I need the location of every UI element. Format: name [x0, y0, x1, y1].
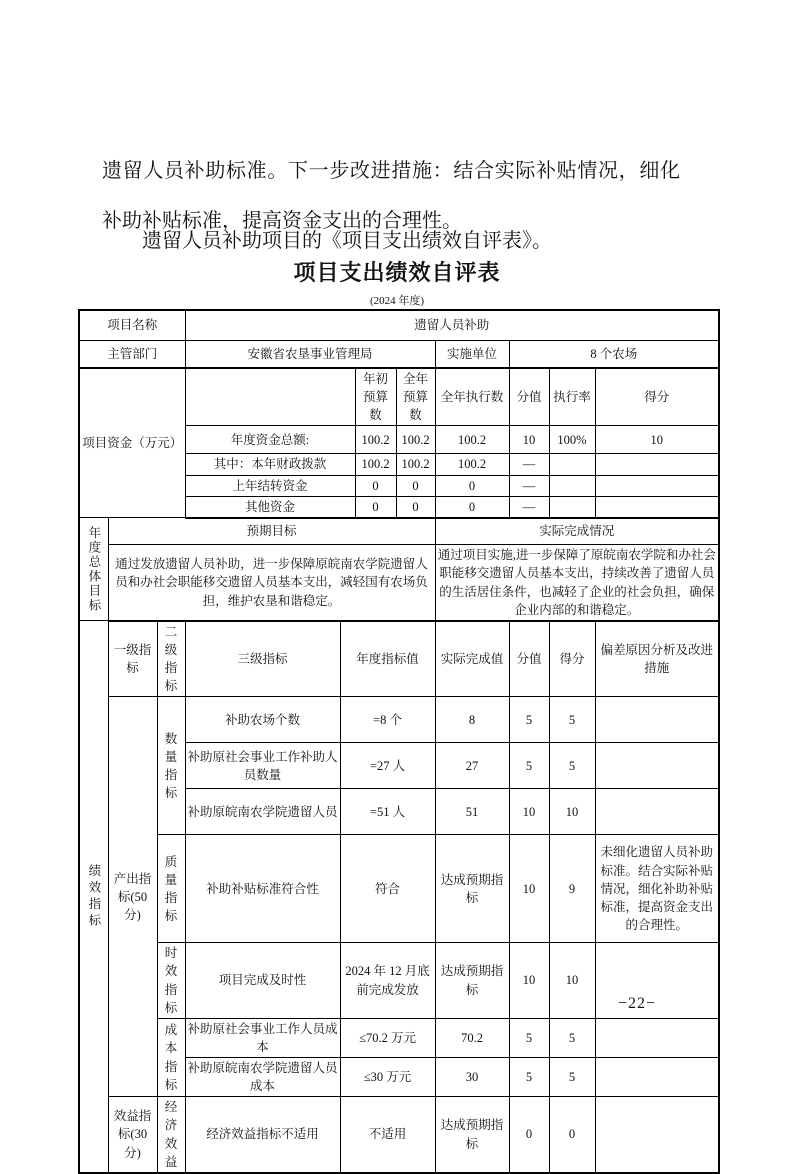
indicator-row: [79, 1097, 719, 1173]
header-level3: 三级指标: [185, 621, 340, 697]
col-year-budget: 全年预算数: [396, 368, 435, 426]
header-actual: 实际完成值: [435, 621, 509, 697]
impl-unit-label: 实施单位: [435, 340, 509, 368]
funds-label: 其中：本年财政拨款: [185, 454, 355, 475]
col-exec-rate: 执行率: [549, 368, 595, 426]
body-paragraph-2: 遗留人员补助项目的《项目支出绩效自评表》。: [142, 230, 552, 252]
table-row: [79, 310, 719, 340]
page-title: 项目支出绩效自评表: [293, 260, 501, 285]
indicator-deviation: [595, 1058, 719, 1097]
goal-side-label: 年度总体目标: [79, 518, 108, 621]
funds-executed: 100.2: [435, 454, 509, 475]
indicator-name: 补助原皖南农学院遗留人员: [185, 789, 340, 835]
indicator-name: 补助原皖南农学院遗留人员成本: [185, 1058, 340, 1097]
indicator-name: 项目完成及时性: [185, 943, 340, 1019]
indicator-actual: 达成预期指标: [435, 1097, 509, 1173]
indicators-side-label: 绩效指标: [79, 621, 108, 1173]
header-score: 得分: [549, 621, 595, 697]
funds-score: [595, 475, 719, 496]
indicator-header-row: [79, 621, 719, 697]
header-level2: 二级指标: [157, 621, 185, 697]
funds-weight: 10: [509, 426, 549, 454]
col-initial-budget: 年初预算数: [355, 368, 396, 426]
indicator-deviation: [595, 743, 719, 789]
indicator-deviation: [595, 697, 719, 743]
funds-budget: 0: [396, 475, 435, 496]
actual-result-header: 实际完成情况: [435, 518, 719, 545]
indicator-name: 补助原社会事业工作人员成本: [185, 1018, 340, 1057]
indicator-name: 补助农场个数: [185, 697, 340, 743]
funds-initial: 0: [355, 496, 396, 518]
indicator-score: 5: [549, 743, 595, 789]
page-subtitle: (2024 年度): [369, 295, 425, 307]
indicator-score: 5: [549, 1058, 595, 1097]
indicator-score: 9: [549, 835, 595, 943]
expected-goal-header: 预期目标: [108, 518, 435, 545]
indicator-name: 补助原社会事业工作补助人员数量: [185, 743, 340, 789]
funds-budget: 100.2: [396, 426, 435, 454]
funds-label: 上年结转资金: [185, 475, 355, 496]
funds-budget: 0: [396, 496, 435, 518]
funds-executed: 0: [435, 475, 509, 496]
indicator-actual: 8: [435, 697, 509, 743]
indicator-row: [79, 1018, 719, 1057]
funds-budget: 100.2: [396, 454, 435, 475]
page-number: −22−: [618, 995, 657, 1012]
quantity-indicator-label: 数量指标: [157, 697, 185, 835]
funds-rate: [549, 496, 595, 518]
funds-empty-cell: [185, 368, 355, 426]
indicator-weight: 5: [509, 1018, 549, 1057]
indicator-weight: 10: [509, 789, 549, 835]
col-executed: 全年执行数: [435, 368, 509, 426]
indicator-weight: 0: [509, 1097, 549, 1173]
funds-initial: 100.2: [355, 426, 396, 454]
indicator-target: 2024 年 12 月底前完成发放: [340, 943, 435, 1019]
funds-executed: 100.2: [435, 426, 509, 454]
funds-executed: 0: [435, 496, 509, 518]
time-indicator-label: 时效指标: [157, 943, 185, 1019]
indicator-name: 补助补贴标准符合性: [185, 835, 340, 943]
indicator-weight: 5: [509, 697, 549, 743]
performance-self-evaluation-table: [78, 309, 720, 1174]
indicator-target: 不适用: [340, 1097, 435, 1173]
indicator-target: ≤70.2 万元: [340, 1018, 435, 1057]
funds-weight: —: [509, 454, 549, 475]
impl-unit-value: 8 个农场: [509, 340, 719, 368]
economic-benefit-label: 经济效益: [157, 1097, 185, 1173]
indicator-deviation: [595, 1097, 719, 1173]
funds-initial: 100.2: [355, 454, 396, 475]
indicator-weight: 10: [509, 835, 549, 943]
indicator-deviation: [595, 789, 719, 835]
indicator-score: 10: [549, 789, 595, 835]
funds-score: [595, 454, 719, 475]
header-deviation: 偏差原因分析及改进措施: [595, 621, 719, 697]
indicator-weight: 5: [509, 1058, 549, 1097]
indicator-actual: 27: [435, 743, 509, 789]
indicator-actual: 51: [435, 789, 509, 835]
funds-score: 10: [595, 426, 719, 454]
indicator-score: 0: [549, 1097, 595, 1173]
header-level1: 一级指标: [108, 621, 157, 697]
indicator-name: 经济效益指标不适用: [185, 1097, 340, 1173]
indicator-target: =8 个: [340, 697, 435, 743]
indicator-deviation: [595, 1018, 719, 1057]
funds-rate: [549, 454, 595, 475]
indicator-weight: 5: [509, 743, 549, 789]
indicator-target: 符合: [340, 835, 435, 943]
funds-side-label: 项目资金（万元）: [79, 368, 185, 518]
output-indicator-label: 产出指标(50 分): [108, 697, 157, 1097]
indicator-actual: 30: [435, 1058, 509, 1097]
indicator-score: 5: [549, 697, 595, 743]
project-name-value: 遗留人员补助: [185, 310, 719, 340]
indicator-actual: 达成预期指标: [435, 943, 509, 1019]
quality-indicator-label: 质量指标: [157, 835, 185, 943]
dept-value: 安徽省农垦事业管理局: [185, 340, 435, 368]
funds-initial: 0: [355, 475, 396, 496]
funds-weight: —: [509, 496, 549, 518]
funds-label: 年度资金总额:: [185, 426, 355, 454]
funds-label: 其他资金: [185, 496, 355, 518]
indicator-target: ≤30 万元: [340, 1058, 435, 1097]
col-weight: 分值: [509, 368, 549, 426]
project-name-label: 项目名称: [79, 310, 185, 340]
indicator-actual: 达成预期指标: [435, 835, 509, 943]
indicator-deviation: 未细化遗留人员补助标准。结合实际补贴情况，细化补助补贴标准，提高资金支出的合理性。: [595, 835, 719, 943]
dept-label: 主管部门: [79, 340, 185, 368]
indicator-row: [79, 697, 719, 743]
funds-score: [595, 496, 719, 518]
goal-header-row: [79, 518, 719, 545]
funds-weight: —: [509, 475, 549, 496]
funds-rate: 100%: [549, 426, 595, 454]
funds-header-row: [79, 368, 719, 426]
goal-content-row: [79, 545, 719, 621]
header-weight: 分值: [509, 621, 549, 697]
header-target: 年度指标值: [340, 621, 435, 697]
indicator-deviation: [595, 943, 719, 1019]
cost-indicator-label: 成本指标: [157, 1018, 185, 1097]
body-paragraph-1: 遗留人员补助标准。下一步改进措施：结合实际补贴情况，细化补助补贴标准，提高资金支出的合理性。: [102, 160, 680, 232]
actual-result-text: 通过项目实施,进一步保障了原皖南农学院和办社会职能移交遗留人员基本支出，持续改善了遗留人员的生活居住条件，也减轻了企业的社会负担，确保企业内部的和谐稳定。: [435, 545, 719, 621]
table-row: [79, 340, 719, 368]
indicator-target: =27 人: [340, 743, 435, 789]
col-score: 得分: [595, 368, 719, 426]
funds-rate: [549, 475, 595, 496]
expected-goal-text: 通过发放遗留人员补助，进一步保障原皖南农学院遗留人员和办社会职能移交遗留人员基本支出，减轻国有农场负担，维护农垦和谐稳定。: [108, 545, 435, 621]
indicator-actual: 70.2: [435, 1018, 509, 1057]
indicator-row: [79, 835, 719, 943]
benefit-indicator-label: 效益指标(30 分): [108, 1097, 157, 1173]
indicator-target: =51 人: [340, 789, 435, 835]
indicator-score: 10: [549, 943, 595, 1019]
indicator-weight: 10: [509, 943, 549, 1019]
indicator-score: 5: [549, 1018, 595, 1057]
